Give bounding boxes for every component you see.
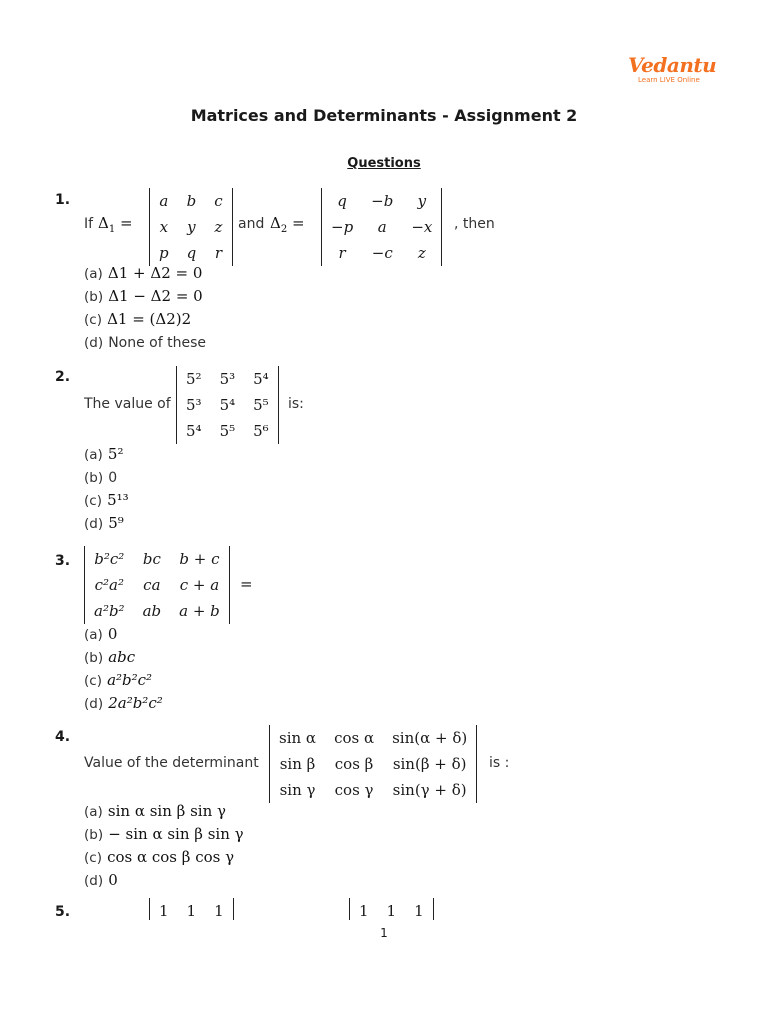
q2-cell: 5⁴ (253, 370, 269, 388)
q4-det (269, 725, 477, 803)
q1-d1-cell: x (159, 218, 169, 236)
q3-options (84, 623, 163, 715)
q3-cell: bc (142, 550, 161, 568)
q4-number: 4. (55, 729, 71, 745)
q1-d2-cell: z (417, 244, 426, 262)
q4-prefix: Value of the determinant (84, 755, 259, 771)
q4-cell: cos γ (334, 781, 374, 799)
q1-connector: and (238, 216, 265, 232)
q3-cell: a + b (179, 602, 220, 620)
q5-det-a (149, 898, 234, 920)
q1-options (84, 262, 206, 354)
q1-d1-cell: q (186, 244, 197, 262)
option-item: (d) None of these (84, 335, 207, 351)
q5-cell: 1 (214, 902, 224, 920)
q1-d1-cell: b (186, 192, 197, 210)
q3-cell: b²c² (94, 550, 125, 568)
logo-brand: Vedantu (628, 53, 717, 77)
q1-d2-cell: −b (371, 192, 394, 210)
page-title: Matrices and Determinants - Assignment 2 (190, 106, 578, 125)
q1-d2-cell: a (377, 218, 387, 236)
option-item: (d) 0 (84, 871, 118, 889)
q1-d1-cell: a (159, 192, 169, 210)
q1-d1-cell: r (214, 244, 222, 262)
q2-number: 2. (55, 369, 71, 385)
page-number: 1 (380, 926, 388, 940)
q1-suffix: , then (454, 216, 495, 232)
option-item: (c) a²b²c² (84, 671, 153, 689)
q2-options (84, 443, 129, 535)
option-item: (b) abc (84, 648, 136, 666)
option-item: (d) 2a²b²c² (84, 694, 163, 712)
q3-cell: c²a² (94, 576, 124, 594)
q1-d2-cell: −x (411, 218, 433, 236)
option-item: (c) cos α cos β cos γ (84, 848, 235, 866)
q5-cell: 1 (186, 902, 197, 920)
q4-cell: cos α (334, 729, 375, 747)
q2-cell: 5⁴ (186, 422, 202, 440)
q1-d1-label: $\Delta_1$ = (98, 214, 133, 235)
q4-cell: sin(β + δ) (392, 755, 467, 773)
option-item: (c) 5¹³ (84, 491, 129, 509)
q2-det (176, 366, 279, 444)
option-item: (a) 5² (84, 445, 124, 463)
q1-d1-cell: z (214, 218, 223, 236)
q1-d1-cell: c (214, 192, 223, 210)
q5-number: 5. (55, 904, 71, 920)
q3-det (84, 546, 230, 624)
q5-cell: 1 (359, 902, 369, 920)
q2-cell: 5⁵ (253, 396, 269, 414)
vedantu-logo (628, 53, 717, 85)
q3-cell: b + c (179, 550, 220, 568)
logo-tagline: Learn LIVE Online (638, 76, 700, 84)
q1-d2-cell: y (417, 192, 427, 210)
q2-cell: 5² (186, 370, 202, 388)
q4-cell: cos β (334, 755, 374, 773)
q2-cell: 5⁶ (253, 422, 269, 440)
section-heading: Questions (347, 156, 421, 171)
q1-number: 1. (55, 192, 71, 208)
q2-cell: 5⁵ (219, 422, 236, 440)
q2-cell: 5⁴ (219, 396, 236, 414)
q3-suffix: = (240, 575, 253, 593)
q4-cell: sin γ (279, 781, 316, 799)
q3-cell: a²b² (94, 602, 125, 620)
q1-d2-cell: −c (371, 244, 393, 262)
q4-cell: sin(α + δ) (392, 729, 468, 747)
q4-cell: sin β (279, 755, 316, 773)
option-item: (c) Δ1 = (Δ2)2 (84, 310, 192, 328)
option-item: (b) 0 (84, 470, 118, 486)
q3-cell: c + a (179, 576, 220, 594)
q2-cell: 5³ (186, 396, 202, 414)
q5-cell: 1 (414, 902, 424, 920)
option-item: (b) Δ1 − Δ2 = 0 (84, 287, 203, 305)
q5-det-b (349, 898, 434, 920)
q3-cell: ab (142, 602, 162, 620)
q4-suffix: is : (489, 755, 510, 771)
q3-cell: ca (143, 576, 161, 594)
q4-cell: sin(γ + δ) (392, 781, 467, 799)
q5-cell: 1 (386, 902, 397, 920)
q2-cell: 5³ (219, 370, 236, 388)
q2-prefix: The value of (84, 396, 171, 412)
q1-d2-label: $\Delta_2$ = (270, 214, 305, 235)
q2-suffix: is: (288, 396, 304, 412)
option-item: (a) sin α sin β sin γ (84, 802, 226, 820)
q1-det1 (149, 188, 233, 266)
q1-prefix: If (84, 216, 94, 232)
q4-options (84, 800, 244, 892)
q1-d1-cell: p (159, 244, 169, 262)
option-item: (a) Δ1 + Δ2 = 0 (84, 264, 203, 282)
q3-number: 3. (55, 553, 71, 569)
q1-d2-cell: −p (331, 218, 354, 236)
option-item: (d) 5⁹ (84, 514, 124, 532)
q1-d2-cell: q (337, 192, 347, 210)
q5-cell: 1 (159, 902, 169, 920)
q1-d2-cell: r (338, 244, 346, 262)
option-item: (a) 0 (84, 625, 118, 643)
option-item: (b) − sin α sin β sin γ (84, 825, 244, 843)
q1-d1-cell: y (187, 218, 196, 236)
q4-cell: sin α (279, 729, 317, 747)
q1-det2 (321, 188, 442, 266)
